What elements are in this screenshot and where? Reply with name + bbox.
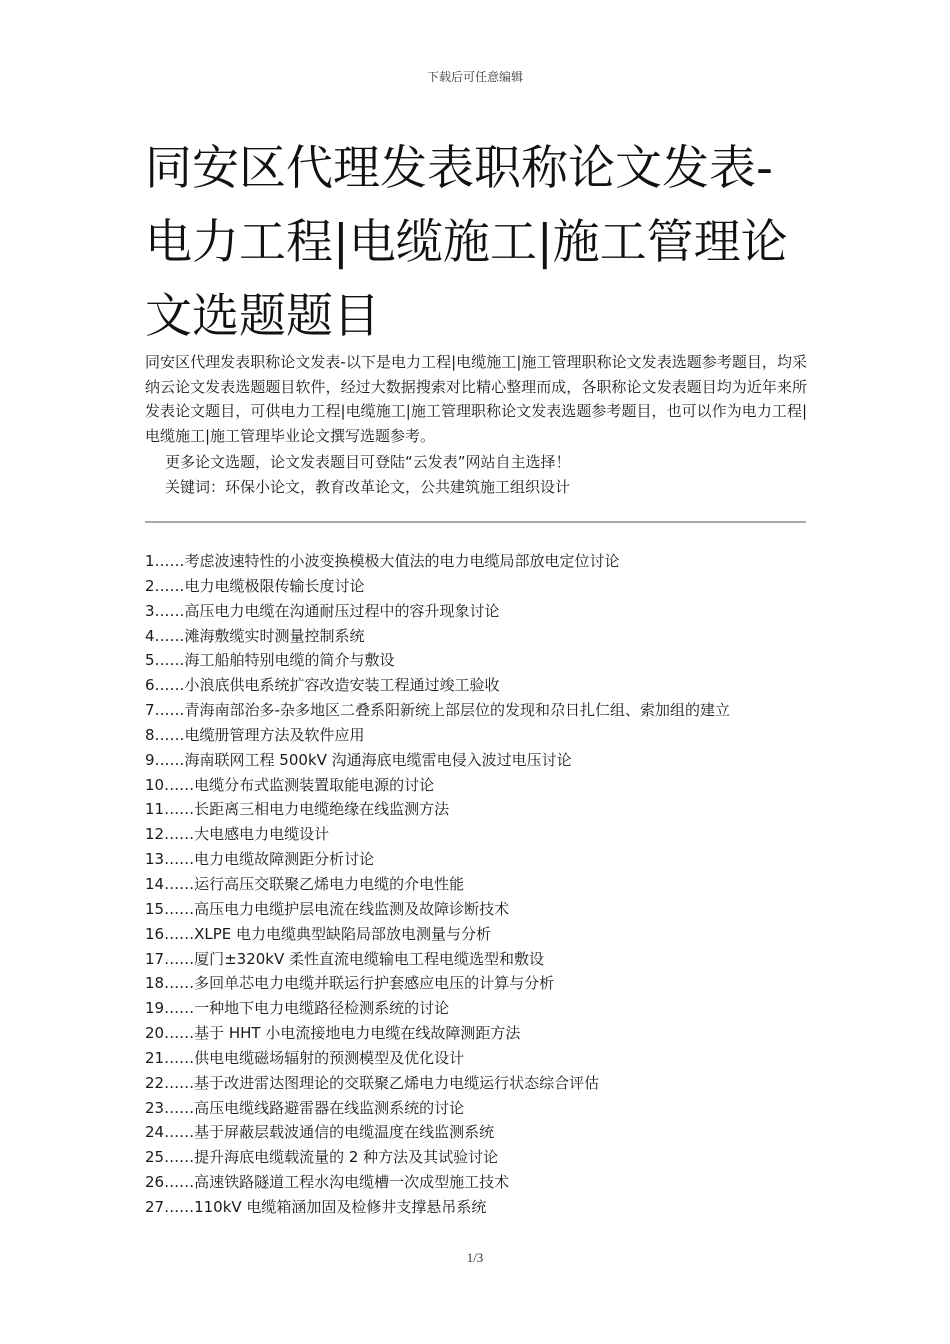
topic-item: 2……电力电缆极限传输长度讨论 — [145, 576, 365, 595]
document-title: 同安区代理发表职称论文发表-电力工程|电缆施工|施工管理论文选题题目 — [145, 141, 788, 344]
header-note: 下载后可任意编辑 — [426, 70, 523, 84]
topic-item: 19……一种地下电力电缆路径检测系统的讨论 — [145, 999, 450, 1018]
topic-list — [145, 549, 810, 1220]
topic-item: 12……大电感电力电缆设计 — [145, 825, 330, 844]
more-topics-note: 更多论文选题，论文发表题目可登陆“云发表”网站自主选择！ — [165, 453, 571, 471]
topic-item: 23……高压电缆线路避雷器在线监测系统的讨论 — [145, 1098, 465, 1117]
topic-item: 15……高压电力电缆护层电流在线监测及故障诊断技术 — [145, 899, 510, 918]
topic-item: 13……电力电缆故障测距分析讨论 — [145, 850, 375, 869]
topic-item: 14……运行高压交联聚乙烯电力电缆的介电性能 — [145, 874, 465, 893]
topic-item: 22……基于改进雷达图理论的交联聚乙烯电力电缆运行状态综合评估 — [145, 1073, 600, 1092]
topic-item: 5……海工船舶特别电缆的简介与敷设 — [145, 651, 395, 670]
topic-item: 21……供电电缆磁场辐射的预测模型及优化设计 — [145, 1048, 465, 1067]
topic-item: 25……提升海底电缆载流量的 2 种方法及其试验讨论 — [145, 1148, 499, 1167]
topic-item: 3……高压电力电缆在沟通耐压过程中的容升现象讨论 — [145, 601, 500, 620]
topic-item: 24……基于屏蔽层载波通信的电缆温度在线监测系统 — [145, 1123, 495, 1142]
topic-item: 9……海南联网工程 500kV 沟通海底电缆雷电侵入波过电压讨论 — [145, 750, 572, 769]
topic-item: 7……青海南部治多-杂多地区二叠系阳新统上部层位的发现和尕日扎仁组、索加组的建立 — [145, 701, 730, 720]
topic-item: 27……110kV 电缆箱涵加固及检修井支撑悬吊系统 — [145, 1197, 487, 1216]
topic-item: 10……电缆分布式监测装置取能电源的讨论 — [145, 775, 435, 794]
topic-item: 17……厦门±320kV 柔性直流电缆输电工程电缆选型和敷设 — [145, 949, 545, 968]
topic-item: 18……多回单芯电力电缆并联运行护套感应电压的计算与分析 — [145, 974, 555, 993]
topic-item: 16……XLPE 电力电缆典型缺陷局部放电测量与分析 — [145, 924, 492, 943]
intro-paragraph: 同安区代理发表职称论文发表-以下是电力工程|电缆施工|施工管理职称论文发表选题参考题目，均采纳云论文发表选题题目软件，经过大数据搜索对比精心整理而成，各职称论文发表题目均为近年来所发表论文题目，可供电力工程|电缆施工|施工管理职称论文发表选题参考题目，也可以作为电力工程|电缆施工|施工管理毕业论文撰写选题参考。 — [145, 353, 807, 445]
keywords-line: 关键词：环保小论文，教育改革论文，公共建筑施工组织设计 — [165, 478, 571, 496]
section-divider — [145, 521, 806, 523]
page-number: 1/3 — [466, 1250, 484, 1265]
topic-item: 6……小浪底供电系统扩容改造安装工程通过竣工验收 — [145, 676, 500, 695]
topic-item: 11……长距离三相电力电缆绝缘在线监测方法 — [145, 800, 450, 819]
topic-item: 26……高速铁路隧道工程水沟电缆槽一次成型施工技术 — [145, 1173, 510, 1192]
topic-item: 1……考虑波速特性的小波变换模极大值法的电力电缆局部放电定位讨论 — [145, 552, 620, 570]
topic-item: 20……基于 HHT 小电流接地电力电缆在线故障测距方法 — [145, 1024, 521, 1043]
topic-item: 4……滩海敷缆实时测量控制系统 — [145, 626, 365, 645]
topic-item: 8……电缆册管理方法及软件应用 — [145, 725, 365, 744]
